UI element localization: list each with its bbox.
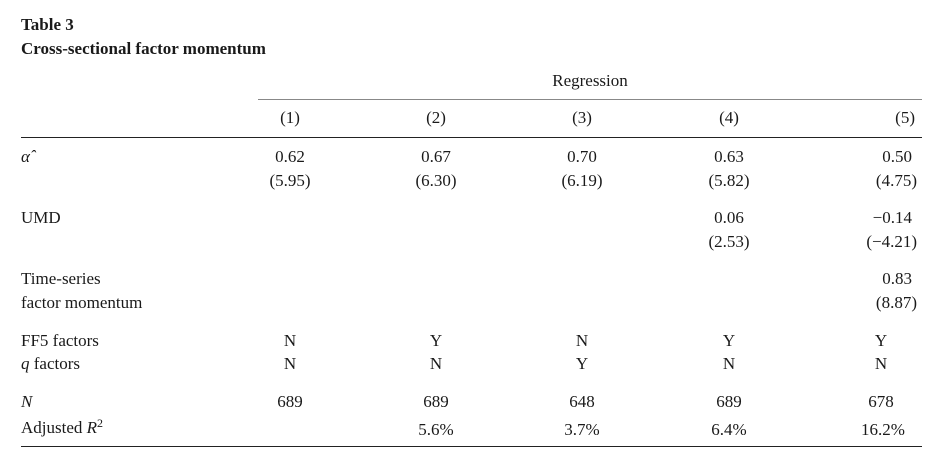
ff5-value-5: Y bbox=[874, 331, 888, 350]
adj-r2-sup: 2 bbox=[97, 416, 104, 430]
regression-spanner: Regression bbox=[552, 71, 628, 90]
ff5-value-4: Y bbox=[722, 331, 736, 350]
row-label-tsfm-line2: factor momentum bbox=[21, 293, 143, 312]
umd-tstat-5: (−4.21) bbox=[866, 232, 917, 251]
row-label-tsfm-line1: Time-series bbox=[21, 269, 101, 288]
ff5-value-3: N bbox=[575, 331, 589, 350]
spanner-rule bbox=[258, 99, 922, 100]
adj-r2-var: R bbox=[86, 418, 98, 437]
umd-coef-5: −0.14 bbox=[872, 208, 912, 227]
column-header-4: (4) bbox=[719, 108, 739, 127]
q-value-2: N bbox=[429, 354, 443, 373]
n-value-4: 689 bbox=[716, 392, 742, 411]
q-value-5: N bbox=[874, 354, 888, 373]
q-symbol: q bbox=[21, 354, 30, 373]
alpha-tstat-3: (6.19) bbox=[561, 171, 603, 190]
alpha-coef-4: 0.63 bbox=[714, 147, 744, 166]
q-value-3: Y bbox=[575, 354, 589, 373]
n-value-2: 689 bbox=[423, 392, 449, 411]
row-label-q bbox=[21, 353, 80, 375]
q-value-4: N bbox=[722, 354, 736, 373]
alpha-coef-1: 0.62 bbox=[275, 147, 305, 166]
alpha-tstat-4: (5.82) bbox=[708, 171, 750, 190]
row-label-n: N bbox=[21, 392, 33, 411]
alpha-tstat-5: (4.75) bbox=[875, 171, 917, 190]
row-label-ff5: FF5 factors bbox=[21, 331, 99, 350]
adj-r2-prefix: Adjusted bbox=[21, 418, 87, 437]
row-label-adj-r2 bbox=[21, 417, 103, 439]
ff5-value-1: N bbox=[283, 331, 297, 350]
tsfm-coef-5: 0.83 bbox=[882, 269, 912, 288]
alpha-coef-5: 0.50 bbox=[882, 147, 912, 166]
adj-r2-value-3: 3.7% bbox=[564, 420, 600, 439]
adj-r2-value-5: 16.2% bbox=[861, 420, 905, 439]
alpha-coef-3: 0.70 bbox=[567, 147, 597, 166]
row-label-alpha: α̂ bbox=[21, 147, 30, 166]
column-header-5: (5) bbox=[895, 108, 915, 127]
column-header-2: (2) bbox=[426, 108, 446, 127]
umd-coef-4: 0.06 bbox=[714, 208, 744, 227]
alpha-tstat-2: (6.30) bbox=[415, 171, 457, 190]
alpha-tstat-1: (5.95) bbox=[269, 171, 311, 190]
adj-r2-value-2: 5.6% bbox=[418, 420, 454, 439]
column-header-3: (3) bbox=[572, 108, 592, 127]
n-value-3: 648 bbox=[569, 392, 595, 411]
header-rule bbox=[21, 137, 922, 138]
q-label-rest: factors bbox=[29, 354, 81, 373]
q-value-1: N bbox=[283, 354, 297, 373]
row-label-umd: UMD bbox=[21, 208, 61, 227]
table-label: Table 3 bbox=[21, 15, 74, 34]
table-title: Cross-sectional factor momentum bbox=[21, 39, 266, 58]
adj-r2-value-4: 6.4% bbox=[711, 420, 747, 439]
umd-tstat-4: (2.53) bbox=[708, 232, 750, 251]
n-value-1: 689 bbox=[277, 392, 303, 411]
n-value-5: 678 bbox=[868, 392, 894, 411]
tsfm-tstat-5: (8.87) bbox=[875, 293, 917, 312]
ff5-value-2: Y bbox=[429, 331, 443, 350]
column-header-1: (1) bbox=[280, 108, 300, 127]
alpha-coef-2: 0.67 bbox=[421, 147, 451, 166]
bottom-rule bbox=[21, 446, 922, 447]
